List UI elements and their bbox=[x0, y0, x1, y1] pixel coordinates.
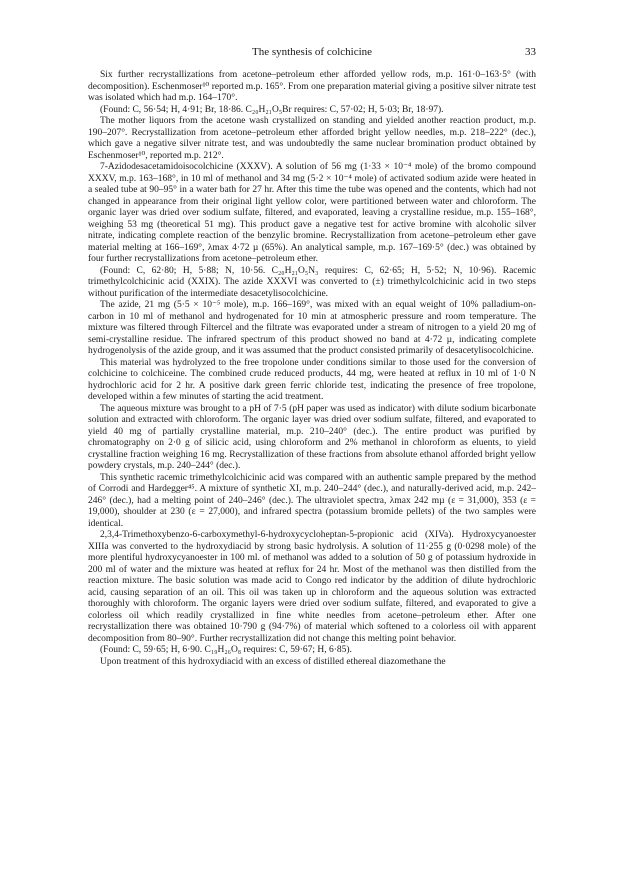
paragraph: (Found: C, 56·54; H, 4·91; Br, 18·86. C₂₀H₂₁O₅Br requires: C, 57·02; H, 5·03; Br, 18·97). bbox=[100, 104, 444, 115]
page-number: 33 bbox=[525, 46, 536, 58]
paragraph: Six further recrystallizations from acetone–petroleum ether afforded yellow rods, m.p. 161·0–163·5° (with decomposition). Eschenmoser¹⁰ reported m.p. 165°. From one preparation material giving a positive silver nitrate test was isolated which had m.p. 164–170°. bbox=[88, 70, 536, 103]
running-title: The synthesis of colchicine bbox=[251, 46, 373, 58]
body-text bbox=[88, 70, 536, 668]
paragraph: The aqueous mixture was brought to a pH of 7·5 (pH paper was used as indicator) with dilute sodium bicarbonate solution and extracted with chloroform. The organic layer was dried over sodium sulfate, filtered, and evaporated to yield 40 mg of partially crystalline material, m.p. 210–240° (dec.). The entire product was purified by chromatography on 2·0 g of silicic acid, using chloroform and 2% methanol in chloroform as eluents, to yield crystalline fraction weighing 16 mg. Recrystallization of these fractions from absolute ethanol afforded bright yellow powdery crystals, m.p. 240–244° (dec.). bbox=[88, 403, 536, 471]
paragraph: The mother liquors from the acetone wash crystallized on standing and yielded another reaction product, m.p. 190–207°. Recrystallization from acetone–petroleum ether afforded bright yellow needles, m.p. 218–222° (dec.), which gave a negative silver nitrate test, and was undoubtedly the same nuclear bromination product obtained by Eschenmoser¹⁰, reported m.p. 212°. bbox=[88, 116, 536, 161]
paragraph: 7-Azidodesacetamidoisocolchicine (XXXV). A solution of 56 mg (1·33 × 10⁻⁴ mole) of the bromo compound XXXV, m.p. 163–168°, in 10 ml of methanol and 34 mg (5·2 × 10⁻⁴ mole) of activated sodium azide were heated in a sealed tube at 90–95° in a water bath for 27 hr. After this time the tube was opened and the contents, which had not changed in appearance from their original light yellow color, were partitioned between water and chloroform. The organic layer was dried over sodium sulfate, filtered, and evaporated, leaving a crystalline residue, m.p. 155–168°, weighing 53 mg (theoretical 51 mg). This product gave a negative test for active bromine with alcoholic silver nitrate, indicating complete reaction of the benzylic bromine. Recrystallization from acetone–petroleum ether gave material melting at 166–169°, λmax 4·72 µ (65%). An analytical sample, m.p. 167–169·5° (dec.) was obtained by four further recrystallizations from acetone–petroleum ether. bbox=[88, 162, 536, 264]
paragraph: The azide, 21 mg (5·5 × 10⁻⁵ mole), m.p. 166–169°, was mixed with an equal weight of 10% palladium-on-carbon in 10 ml of methanol and hydrogenated for 10 min at atmospheric pressure and room temperature. The mixture was filtered through Filtercel and the filtrate was evaporated under a stream of nitrogen to a yield 20 mg of semi-crystalline residue. The infrared spectrum of this product showed no band at 4·72 µ, indicating complete hydrogenolysis of the azide group, and it was assumed that the product consisted primarily of desacetylisocolchicine. bbox=[88, 300, 536, 356]
running-header bbox=[88, 46, 536, 62]
paragraph: Upon treatment of this hydroxydiacid with an excess of distilled ethereal diazomethane the bbox=[100, 656, 446, 667]
paragraph: This material was hydrolyzed to the free tropolone under conditions similar to those used for the conversion of colchicine to colchiceine. The combined crude reduced products, 44 mg, were heated at reflux in 10 ml of 1·0 N hydrochloric acid for 2 hr. A positive dark green ferric chloride test, indicating the presence of free tropolone, developed within a few minutes of starting the acid treatment. bbox=[88, 357, 536, 402]
paragraph: (Found: C, 62·80; H, 5·88; N, 10·56. C₂₀H₂₁O₅N₃ requires: C, 62·65; H, 5·52; N, 10·96). Racemic trimethylcolchicinic acid (XXIX). The azide XXXVI was converted to (±) trimethylcolchicinic acid in two steps without purification of the intermediate desacetylisocolchicine. bbox=[88, 265, 536, 299]
paragraph: 2,3,4-Trimethoxybenzo-6-carboxymethyl-6-hydroxycycloheptan-5-propionic acid (XIVa). Hydroxycyanoester XIIIa was converted to the hydroxydiacid by strong basic hydrolysis. A solution of 11·255 g (0·0298 mole) of the more plentiful hydroxycyanoester in 100 ml. of methanol was added to a solution of 50 g of potassium hydroxide in 200 ml of water and the mixture was heated at reflux for 24 hr. Most of the methanol was then distilled from the reaction mixture. The basic solution was made acid to Congo red indicator by the addition of dilute hydrochloric acid, causing separation of an oil. This oil was taken up in chloroform and the aqueous solution was extracted thoroughly with chloroform. The organic layers were dried over sodium sulfate, filtered, and evaporated to give a colorless oil which readily crystallized in fine white needles from acetone–petroleum ether. After one recrystallization there was obtained 10·790 g (94·7%) of material which softened to a colorless oil with apparent decomposition from 80–90°. Further recrystallization did not change this melting point behavior. bbox=[88, 530, 536, 644]
paragraph: (Found: C, 59·65; H, 6·90. C₁₉H₂₆O₈ requires: C, 59·67; H, 6·85). bbox=[100, 645, 352, 655]
paragraph: This synthetic racemic trimethylcolchicinic acid was compared with an authentic sample prepared by the method of Corrodi and Hardegger⁴⁵. A mixture of synthetic XI, m.p. 240–244° (dec.), and naturally-derived acid, m.p. 242–246° (dec.), had a melting point of 240–246° (dec.). The ultraviolet spectra, λmax 242 mµ (ε = 31,000), 353 (ε = 19,000), shoulder at 230 (ε = 27,000), and infrared spectra (potassium bromide pellets) of the two samples were identical. bbox=[88, 472, 536, 529]
